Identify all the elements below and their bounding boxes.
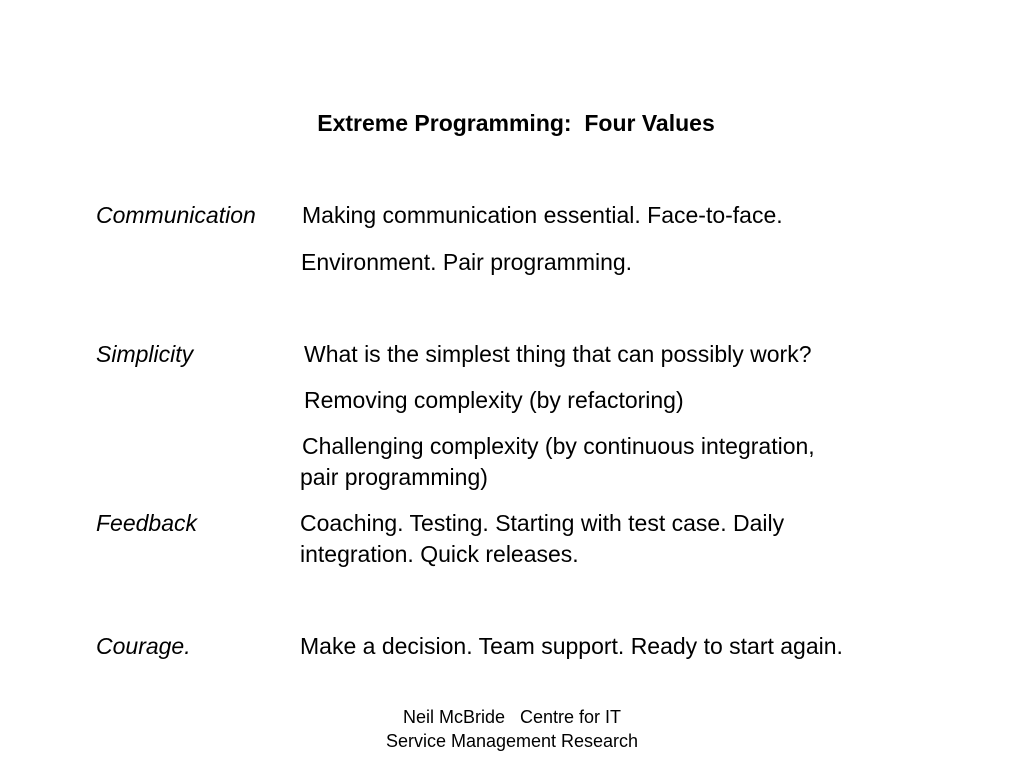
value-description-line: What is the simplest thing that can possibly work? [304,341,812,367]
value-description-line: Making communication essential. Face-to-face. [302,202,783,228]
footer-organization-line: Service Management Research [385,731,639,751]
value-description-line: pair programming) [300,464,488,490]
value-description-line: Challenging complexity (by continuous integration, [302,433,815,459]
value-description-line: Coaching. Testing. Starting with test case. Daily [300,510,785,536]
value-description-line: Environment. Pair programming. [301,249,633,275]
footer-author-line: Neil McBride Centre for IT [402,707,622,727]
value-term: Simplicity [96,341,194,367]
value-term: Communication [96,202,256,228]
value-description-line: Make a decision. Team support. Ready to start again. [300,633,843,659]
slide-title: Extreme Programming: Four Values [317,110,715,136]
value-term: Courage. [96,633,191,659]
slide-footer [0,705,1024,753]
value-description-line: Removing complexity (by refactoring) [304,387,684,413]
value-description-line: integration. Quick releases. [300,541,579,567]
value-term: Feedback [96,510,198,536]
